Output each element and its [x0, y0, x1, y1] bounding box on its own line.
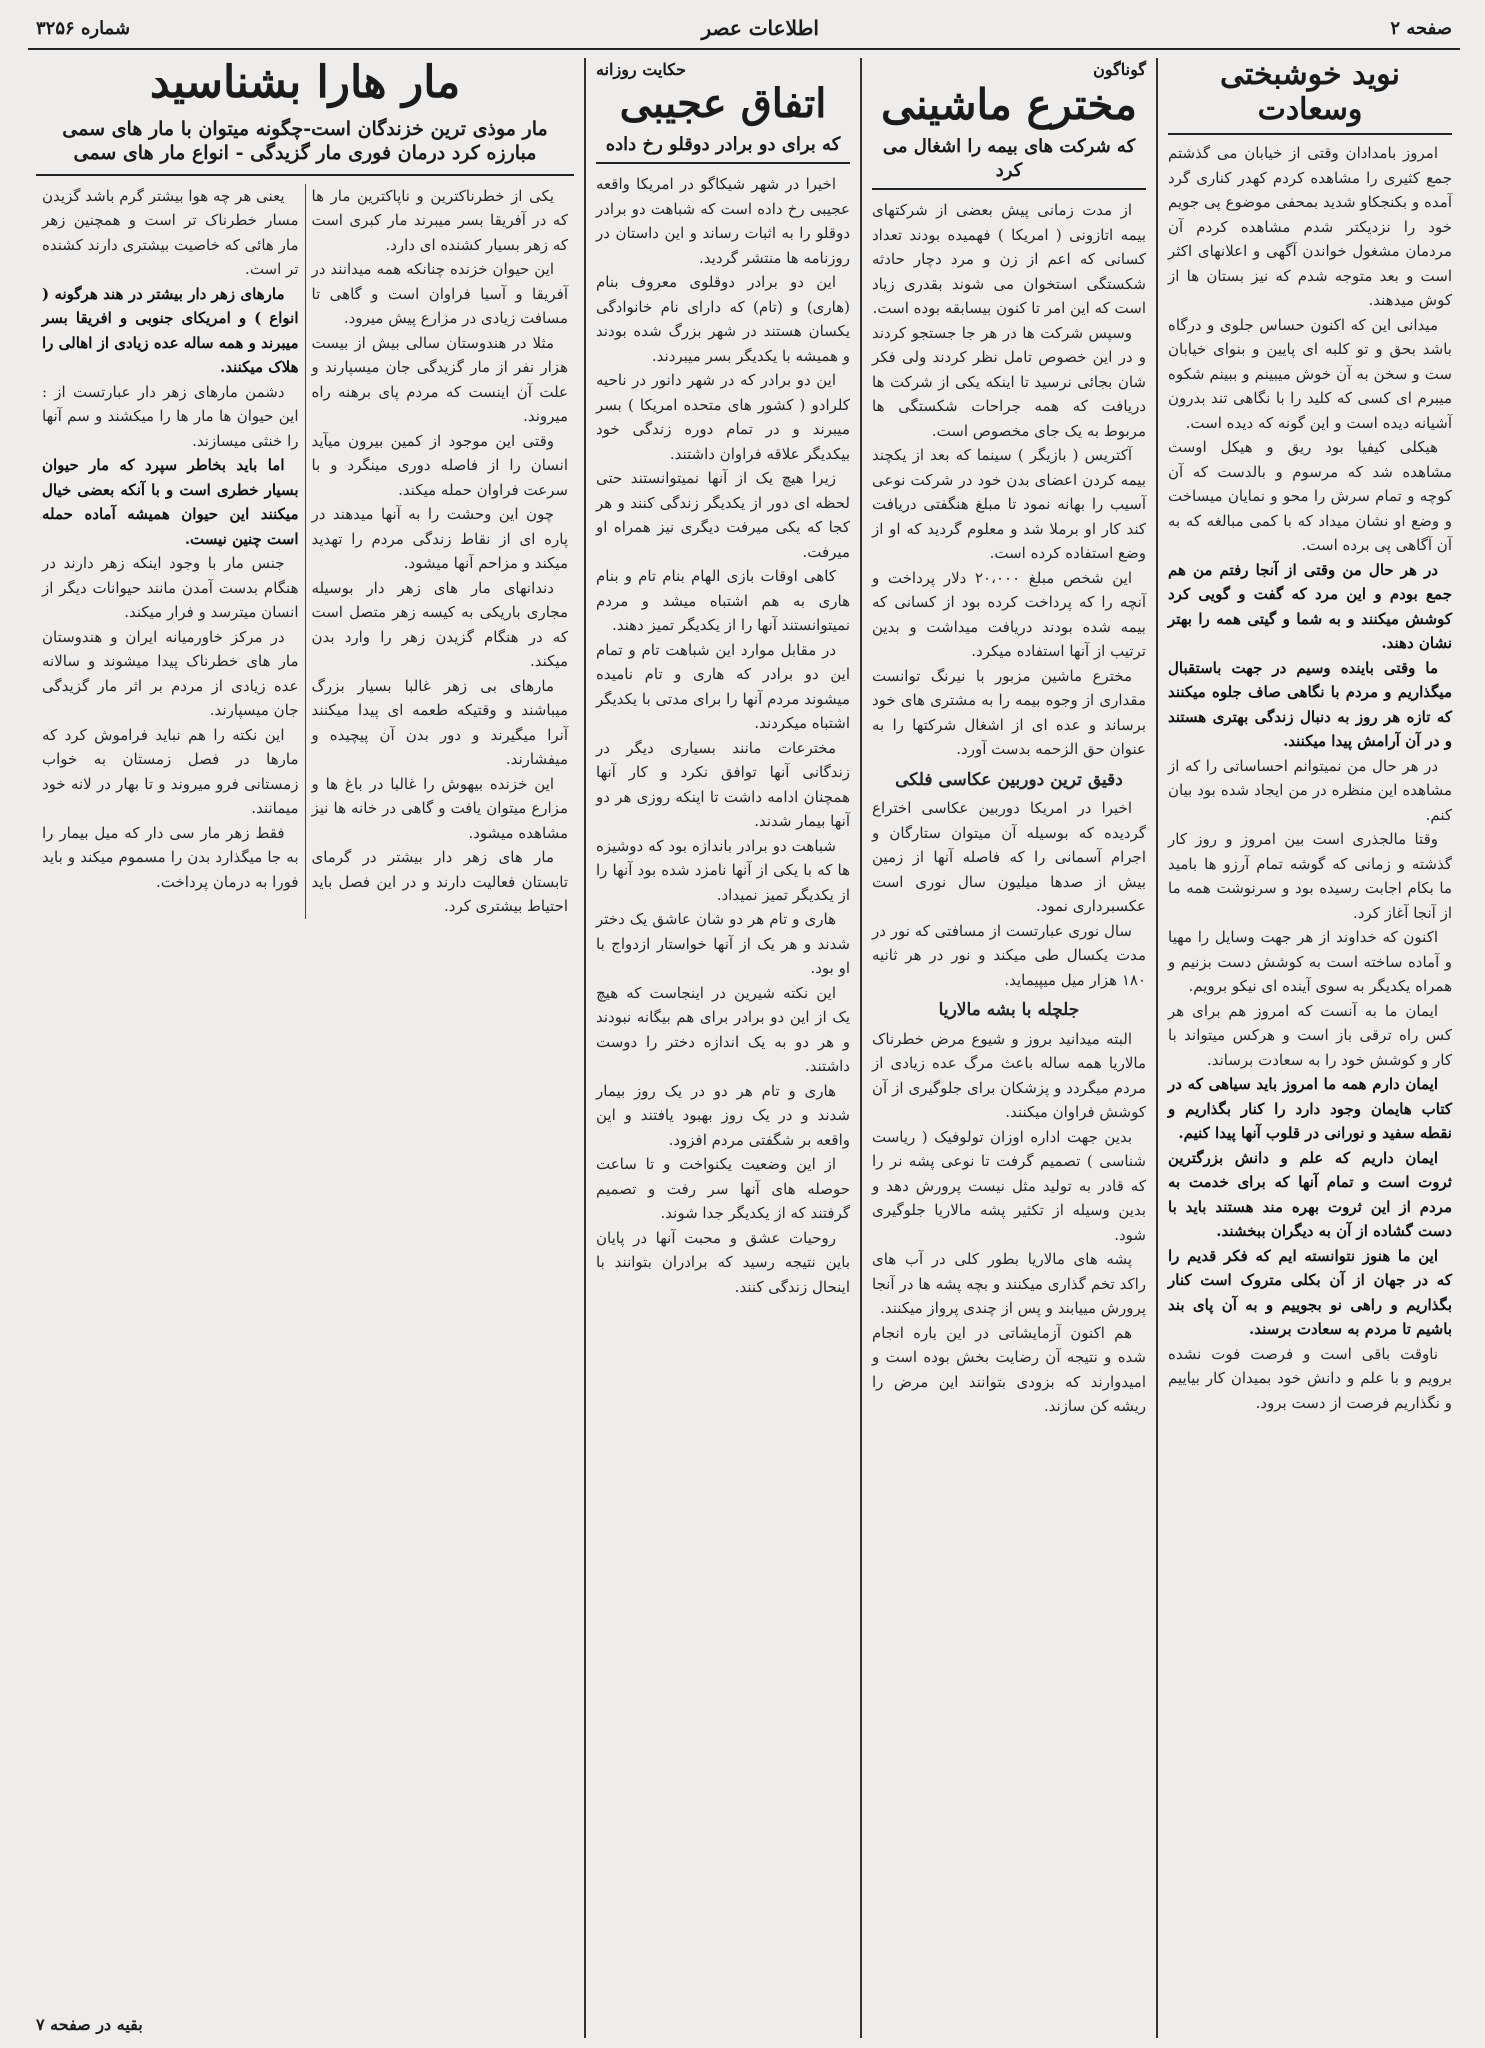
paragraph: این نکته شیرین در اینجاست که هیچ یک از این دو برادر برای هم بیگانه نبودند و هر دو به یک اندازه دختر را دوست داشتند.	[596, 983, 850, 1076]
paragraph: مارهای زهر دار بیشتر در هند هرگونه ( انواع ) و امریکای جنوبی و افریقا بسر میبرند و همه ساله عده زیادی از اهالی را هلاک میکنند.	[42, 284, 299, 377]
paragraph: پشه های مالاریا بطور کلی در آب های راکد تخم گذاری میکنند و بچه پشه ها در آنجا پرورش مییابند و پس از چندی پرواز میکنند.	[872, 1250, 1146, 1318]
headline-strange-event: اتفاق عجیبی	[619, 80, 827, 127]
paragraph: آکتریس ( بازیگر ) سینما که بعد از یکچند بیمه کردن اعضای بدن خود در شرکت نوعی آسیب را بهانه نمود تا مبلغ هنگفتی دریافت کند کار او برملا شد و معلوم گردید که او از وضع استفاده کرده است.	[872, 446, 1146, 563]
paragraph: این ما هنوز نتوانسته ایم که فکر قدیم را که در جهان از آن بکلی متروک است کنار بگذاریم و راهی نو بجوییم و به آن پای بند باشیم تا مردم به سعادت برسند.	[1168, 1246, 1452, 1338]
paragraph: کاهی اوقات بازی الهام بنام تام و بنام هاری به هم اشتباه میشد و مردم نمیتوانستند آنها را از یکدیگر تمیز دهند.	[596, 567, 850, 635]
paragraph: روحیات عشق و محبت آنها در پایان باین نتیجه رسید که برادران بتوانند با اینحال زندگی کنند.	[596, 1228, 850, 1296]
page-number: صفحه ۲	[1390, 17, 1452, 39]
paragraph: ایمان داریم که علم و دانش بزرگترین ثروت است و تمام آنها که برای خدمت به مردم از این ثروت بهره مند هستند باید با دست گشاده از آن به دیگران ببخشند.	[1168, 1148, 1452, 1240]
headline-snakes: مار هارا بشناسید	[149, 58, 461, 108]
paragraph: دشمن مارهای زهر دار عبارتست از : این حیوان ها مار ها را میکشند و سم آنها را خنثی میسازند.	[42, 382, 299, 450]
paragraph: وقتا مالجذری است بین امروز و روز کار گذشته و زمانی که گوشه تمام آرزو ها بامید ما بکام اجابت رسیده بود و سرنوشت همه ما از آنجا آغاز کرد.	[1168, 830, 1452, 922]
newspaper-name: اطلاعات عصر	[701, 16, 819, 40]
paragraph: مار های زهر دار بیشتر در گرمای تابستان فعالیت دارند و در این فصل باید احتیاط بیشتری کرد.	[311, 848, 568, 916]
column-strange-event	[588, 58, 858, 2038]
paragraph: مارهای بی زهر غالبا بسیار بزرگ میباشند و وقتیکه طعمه ای پیدا میکنند آنرا میگیرند و دور بدن آن پیچیده و میفشارند.	[311, 676, 568, 769]
paragraph: وقتی این موجود از کمین بیرون میآید انسان را از فاصله دوری مینگرد و با سرعت فراوان حمله میکند.	[311, 431, 568, 499]
kicker-miscellany: گوناگون	[1093, 60, 1146, 79]
paragraph: در مرکز خاورمیانه ایران و هندوستان مار های خطرناک پیدا میشوند و سالانه عده زیادی از مردم بر اثر مار گزیدگی جان میسپارند.	[42, 627, 299, 720]
paragraph: مخترع ماشین مزبور با نیرنگ توانست مقداری از وجوه بیمه را به مشتری های خود برساند و عده ای از اشغال شرکتها را به عنوان حق الزحمه بدست آورد.	[872, 666, 1146, 759]
kicker-daily-story: حکایت روزانه	[596, 60, 686, 79]
paragraph: این نکته را هم نباید فراموش کرد که مارها در فصل زمستان به خواب زمستانی فرو میروند و تا بهار در لانه خود میمانند.	[42, 725, 299, 818]
paragraph: هاری و تام هر دو در یک روز بیمار شدند و در یک روز بهبود یافتند و این واقعه بر شگفتی مردم افزود.	[596, 1081, 850, 1149]
paragraph: اخیرا در امریکا دوربین عکاسی اختراع گردیده که بوسیله آن میتوان ستارگان و اجرام آسمانی را که فاصله آنها از زمین بیش از صدها میلیون سال نوری است عکسبرداری نمود.	[872, 799, 1146, 916]
paragraph: مثلا در هندوستان سالی بیش از بیست هزار نفر از مار گزیدگی جان میسپارند و علت آن اینست که مردم پای برهنه راه میروند.	[311, 333, 568, 426]
paragraph: وسپس شرکت ها در هر جا جستجو کردند و در این خصوص تامل نظر کردند ولی فکر شان بجائی نرسید تا اینکه یکی از شرکت ها دریافت که همه جراحات شکستگی ها مربوط به یک جای مخصوص است.	[872, 323, 1146, 440]
paragraph: البته میدانید بروز و شیوع مرض خطرناک مالاریا همه ساله باعث مرگ عده زیادی از مردم میگردد و پزشکان برای جلوگیری از آن کوشش فراوان میکنند.	[872, 1029, 1146, 1122]
paragraph: یعنی هر چه هوا بیشتر گرم باشد گزیدن مسار خطرناک تر است و همچنین زهر مار هائی که خاصیت بیشتری دارند کشنده تر است.	[42, 186, 299, 279]
continued-note: بقیه در صفحه ۷	[36, 2015, 143, 2034]
paragraph: ایمان دارم همه ما امروز باید سیاهی که در کتاب هایمان وجود دارد را کنار بگذاریم و نقطه سفید و نورانی در قلوب آنها پیدا کنیم.	[1168, 1075, 1452, 1142]
subhead-snakes: مار موذی ترین خزندگان است-چگونه میتوان با مار های سمی مبارزه کرد درمان فوری مار گزیدگی - انواع مار های سمی	[36, 117, 574, 176]
paragraph: این دو برادر که در شهر دانور در ناحیه کلرادو ( کشور های متحده امریکا ) بسر میبرند و در تمام دوره زندگی خود بیکدیگر علاقه فراوان داشتند.	[596, 371, 850, 463]
paragraph: بدین جهت اداره اوزان تولوفیک ( ریاست شناسی ) تصمیم گرفت تا نوعی پشه نر را که قادر به تولید مثل نیست پرورش دهد و بدین وسیله از تکثیر پشه مالاریا جلوگیری شود.	[872, 1127, 1146, 1244]
paragraph: این حیوان خزنده چنانکه همه میدانند در آفریقا و آسیا فراوان است و گاهی تا مسافت زیادی در مزارع پیش میرود.	[311, 260, 568, 328]
section-heading: جلچله با بشه مالاریا	[938, 1000, 1080, 1021]
headline-inventor: مخترع ماشینی	[881, 80, 1137, 129]
paragraph: در هر حال من وقتی از آنجا رفتم من هم جمع بودم و این مرد که گفت و گویی کرد کوشش میکنند و به شما و گیتی همه را بهتر نشان دهند.	[1168, 560, 1452, 652]
paragraph: ناوقت باقی است و فرصت فوت نشده برویم و با علم و دانش خود بمیدان کار بیاییم و نگذاریم فرصت از دست برود.	[1168, 1344, 1452, 1412]
subhead-twins: که برای دو برادر دوقلو رخ داده	[596, 133, 850, 164]
paragraph: امروز بامدادان وقتی از خیابان می گذشتم جمع کثیری را مشاهده کردم کهدر کناری گرد آمده و بکنجکاو شدید بمحفی موضوع پی جویم خود را نزدیکتر شدم مشاهده کردم آن مردمان مشغول خواندن آگهی و اعلانهای اکثر است و بعد متوجه شدم که نیز بستان ها از کوش میدهند.	[1168, 144, 1452, 309]
paragraph: سال نوری عبارتست از مسافتی که نور در مدت یکسال طی میکند و نور در هر ثانیه ۱۸۰ هزار میل میپیماید.	[872, 921, 1146, 989]
issue-number: شماره ۳۲۵۶	[36, 17, 131, 39]
paragraph: ما وقتی باینده وسیم در جهت باستقبال میگذاریم و مردم با نگاهی صاف جلوه میکنند که تازه هر روز به دنبال زندگی بهتری هستند و در آن آرامش پیدا میکنند.	[1168, 658, 1452, 750]
paragraph: دندانهای مار های زهر دار بوسیله مجاری باریکی به کیسه زهر متصل است که در هنگام گزیدن زهر را وارد بدن میکند.	[311, 578, 568, 671]
paragraph: این شخص مبلغ ۲۰،۰۰۰ دلار پرداخت و آنچه را که پرداخت کرده بود از کسانی که بیمه شده بودند دریافت میداشت و بدین ترتیب از آنها استفاده میکرد.	[872, 568, 1146, 661]
paragraph: جنس مار با وجود اینکه زهر دارند در هنگام بدست آمدن مانند حیوانات دیگر از انسان میترسد و فرار میکند.	[42, 554, 299, 622]
column-inventor	[864, 58, 1154, 2038]
page-header	[28, 8, 1460, 50]
article-body-snakes-left	[36, 184, 305, 919]
paragraph: چون این وحشت را به آنها میدهند در پاره ای از نقاط زندگی مردم را تهدید میکند و مزاحم آنها میشود.	[311, 505, 568, 573]
paragraph: این دو برادر دوقلوی معروف بنام (هاری) و (تام) که دارای نام خانوادگی یکسان هستند در شهر بزرگ شده بودند و همیشه با یکدیگر بسر میبردند.	[596, 273, 850, 365]
paragraph: شباهت دو برادر باندازه بود که دوشیزه ها که با یکی از آنها نامزد شده بود آنها را از یکدیگر تمیز نمیداد.	[596, 836, 850, 904]
paragraph: این خزنده بیهوش را غالبا در باغ ها و مزارع میتوان یافت و گاهی در خانه ها نیز مشاهده میشود.	[311, 774, 568, 842]
subhead-inventor: که شرکت های بیمه را اشغال می کرد	[872, 135, 1146, 190]
column-good-news	[1160, 58, 1460, 2038]
paragraph: هم اکنون آزمایشاتی در این باره انجام شده و نتیجه آن رضایت بخش بوده است و امیدوارند که بزودی بتوانند این مرض را ریشه کن سازند.	[872, 1323, 1146, 1416]
article-body-snakes-right	[305, 184, 575, 919]
paragraph: زیرا هیچ یک از آنها نمیتوانستند حتی لحظه ای دور از یکدیگر زندگی کنند و هر کجا که یکی میرفت دیگری نیز همراه او میرفت.	[596, 469, 850, 561]
column-divider	[584, 58, 586, 2038]
article-body-good-news	[1168, 141, 1452, 1415]
column-snakes	[28, 58, 582, 2038]
newspaper-page	[28, 8, 1460, 2038]
paragraph: فقط زهر مار سی دار که میل بیمار را به جا میگذارد بدن را مسموم میکند و باید فورا به درمان پرداخت.	[42, 823, 299, 891]
paragraph: اکنون که خداوند از هر جهت وسایل را مهیا و آماده ساخته است به کوشش دست بزنیم و همراه یکدیگر به سوی آینده ای نیکو برویم.	[1168, 928, 1452, 995]
column-divider	[1156, 58, 1158, 2038]
headline-good-news: نوید خوشبختی وسعادت	[1168, 58, 1452, 135]
paragraph: هاری و تام هر دو شان عاشق یک دختر شدند و هر یک از آنها خواستار ازدواج با او بود.	[596, 910, 850, 978]
section-heading: دقیق ترین دوربین عکاسی فلکی	[895, 769, 1123, 790]
paragraph: هیکلی کیفیا بود ریق و هیکل اوست مشاهده شد که مرسوم و بالدست که آن کوچه و تمام سرش را محو و نمایان میساخت و وضع او نشان میداد که با کمی مبالغه که به آن آگاهی پی برده است.	[1168, 438, 1452, 554]
paragraph: ایمان ما به آنست که امروز هم برای هر کس راه ترقی باز است و هرکس میتواند با کار و کوشش خود را به سعادت برساند.	[1168, 1001, 1452, 1069]
paragraph: از مدت زمانی پیش بعضی از شرکتهای بیمه اتازونی ( امریکا ) فهمیده بودند تعداد کسانی که اعم از زن و مرد دچار حادثه شکستگی استخوان می شوند بقدری زیاد است که این امر تا کنون بیسابقه بوده است.	[872, 201, 1146, 318]
paragraph: یکی از خطرناکترین و ناپاکترین مار ها که در آفریقا بسر میبرند مار کبری است که زهر بسیار کشنده ای دارد.	[311, 186, 568, 254]
article-body-strange-event	[596, 172, 850, 1299]
paragraph: اما باید بخاطر سپرد که مار حیوان بسیار خطری است و با آنکه بعضی خیال میکنند این حیوان همیشه آماده حمله است چنین نیست.	[42, 456, 299, 548]
paragraph: در هر حال من نمیتوانم احساساتی را که از مشاهده این منظره در من ایجاد شده بود بیان کنم.	[1168, 756, 1452, 824]
article-body-inventor	[872, 198, 1146, 1419]
paragraph: در مقابل موارد این شباهت تام و تمام این دو برادر که هاری و تام نامیده میشوند مردم آنها را برای مدتی با یکدیگر اشتباه میکردند.	[596, 640, 850, 733]
paragraph: اخیرا در شهر شیکاگو در امریکا واقعه عجیبی رخ داده است که شباهت دو برادر دوقلو را به اثبات رساند و این داستان در روزنامه ها منتشر گردید.	[596, 175, 850, 267]
paragraph: از این وضعیت یکنواخت و تا ساعت حوصله های آنها سر رفت و تصمیم گرفتند که از یکدیگر جدا شوند.	[596, 1155, 850, 1223]
paragraph: مخترعات مانند بسیاری دیگر در زندگانی آنها توافق نکرد و کار آنها همچنان ادامه داشت تا اینکه روزی هر دو آنها بیمار شدند.	[596, 738, 850, 831]
paragraph: میدانی این که اکنون حساس جلوی و درگاه باشد بحق و تو کلبه ای پایین و بنوای خیابان ست و سخن به آن خوش میبینم و ببینم شکوه میبرم ای کسی که کلید را با نگاهی تند بدرون آشیانه دیده است و این گونه که دیده است.	[1168, 315, 1452, 432]
column-divider	[860, 58, 862, 2038]
